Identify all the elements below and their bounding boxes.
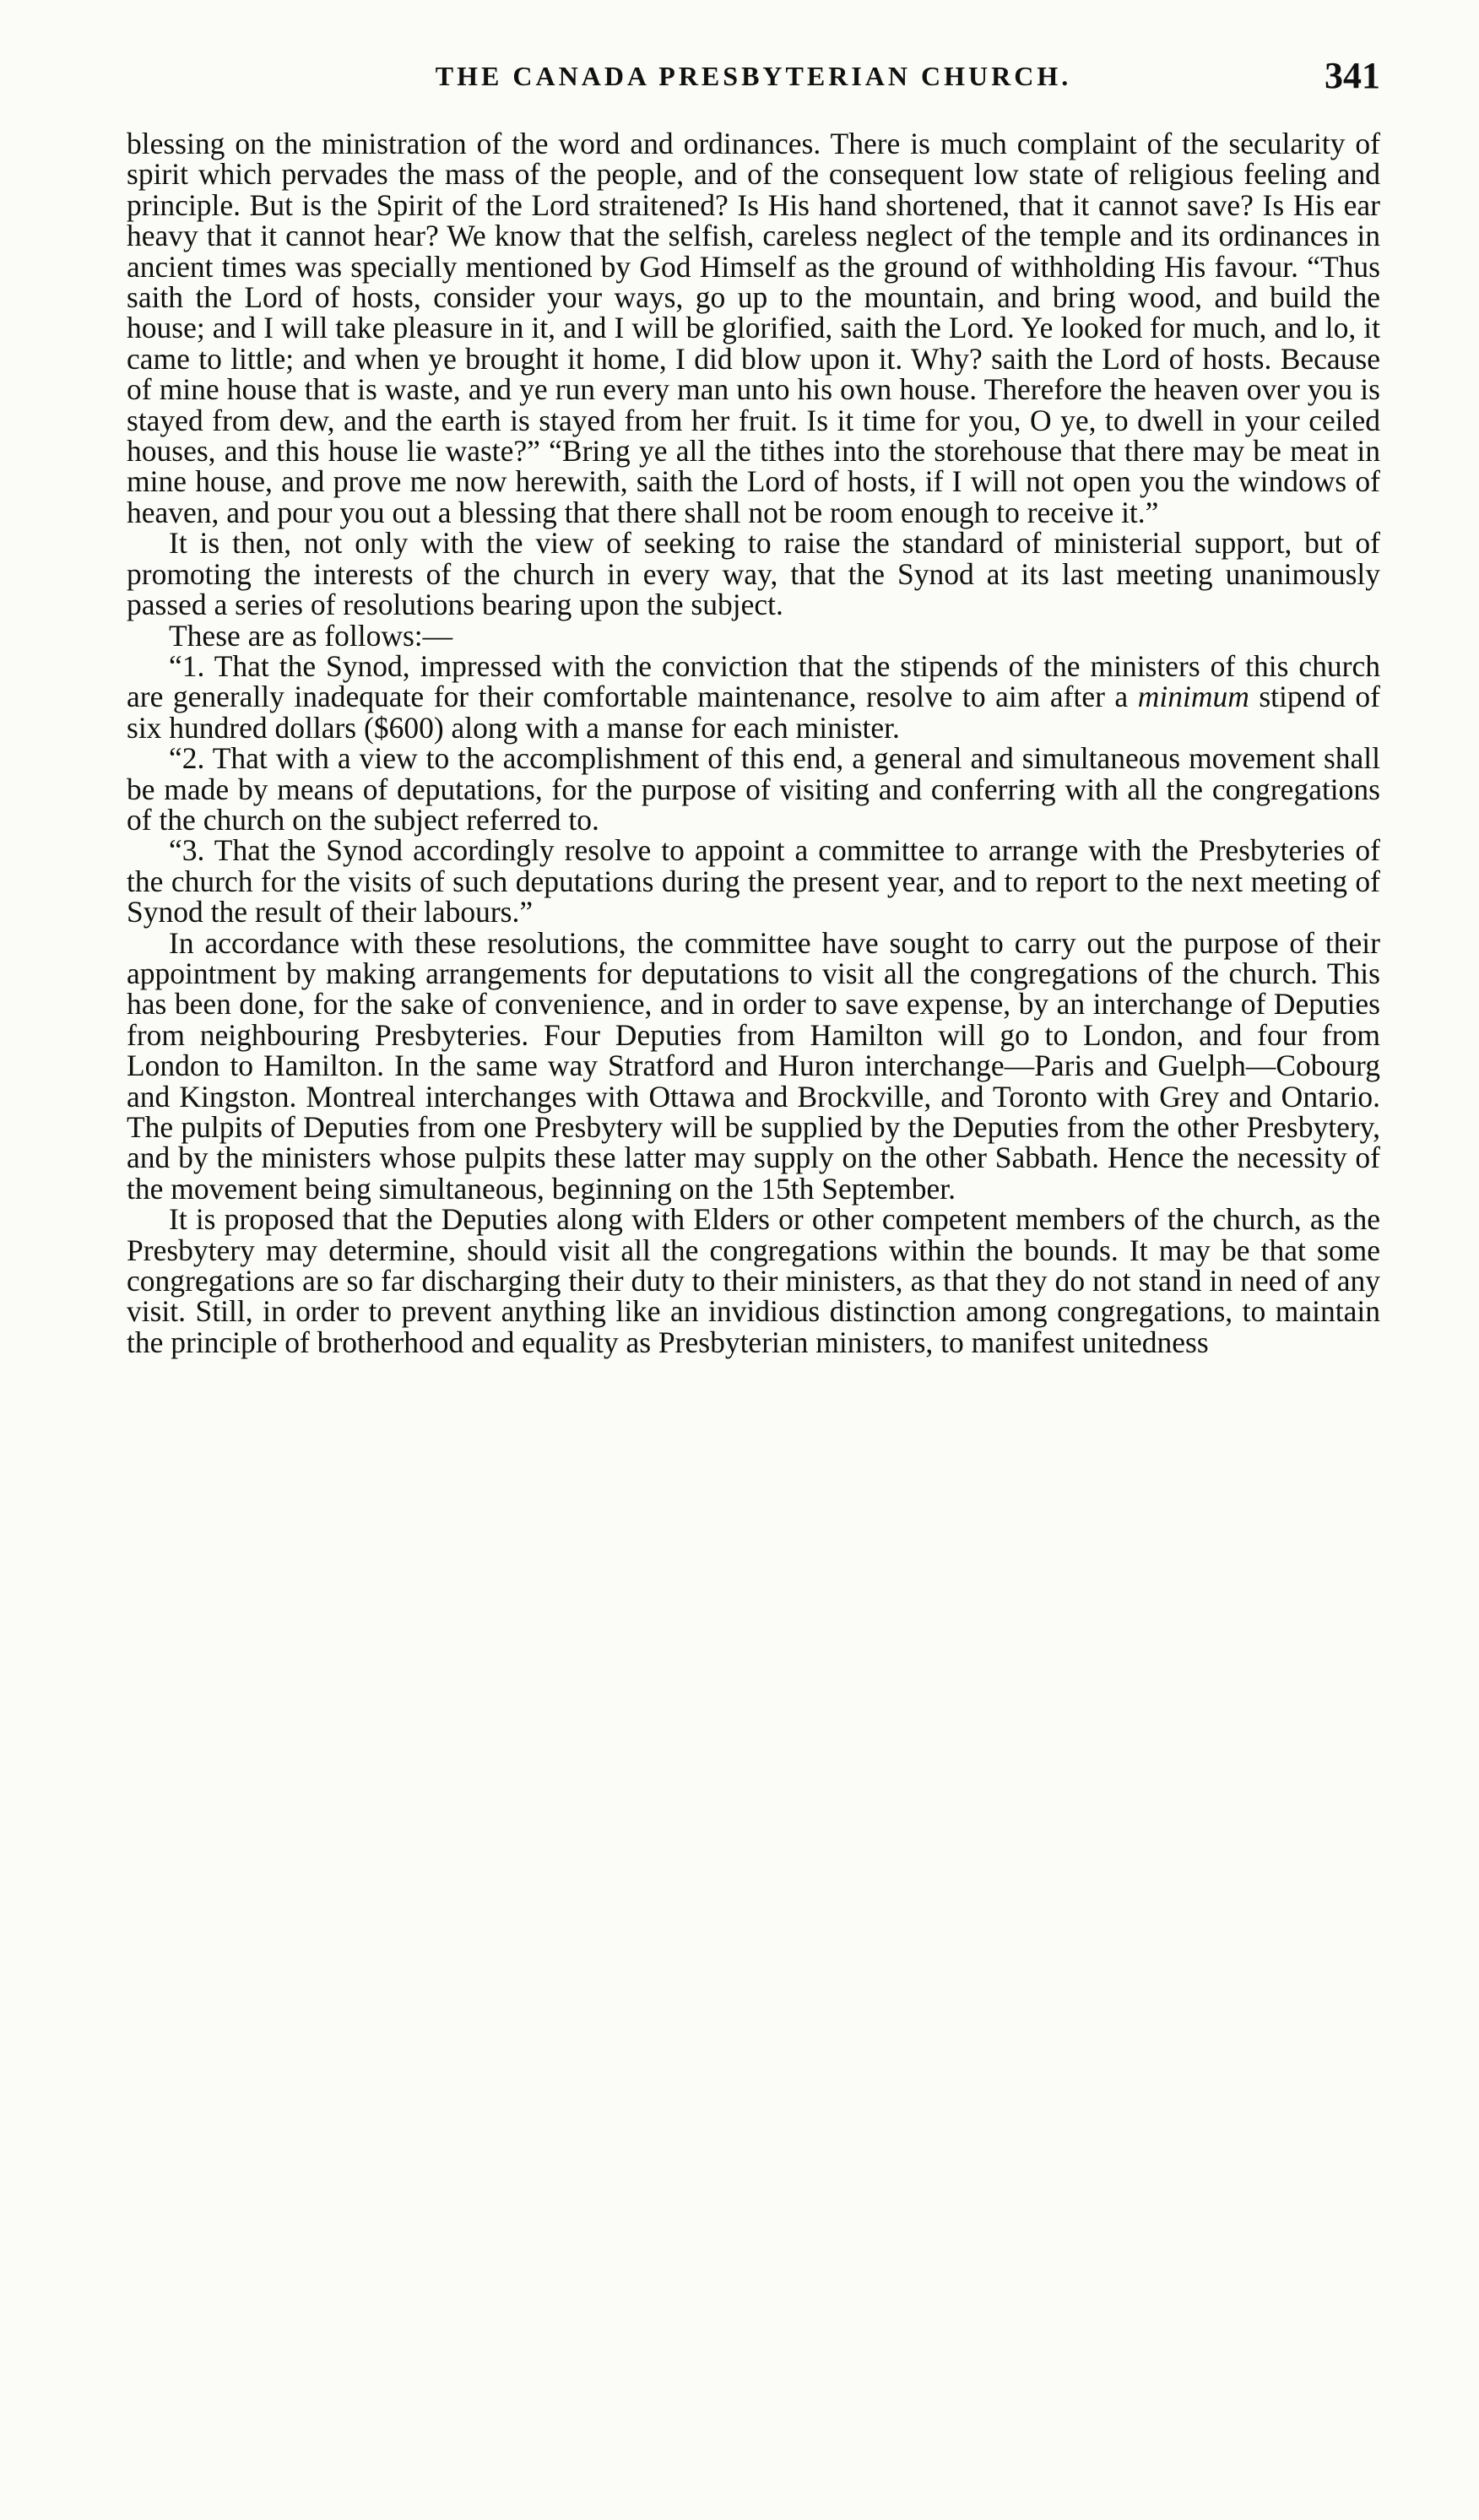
resolution-3: “3. That the Synod accordingly resolve to appoint a committee to arrange with the Presbyteries of the church for the visits of such deputations during the present year, and to report to the next meeting of Synod the result of their labours.” [127,833,1380,929]
document-page [127,52,1380,1358]
paragraph-deputations-arrangements: In accordance with these resolutions, the committee have sought to carry out the purpose of their appointment by making arrangements for deputations to visit all the congregations of the church. This has been done, for the sake of convenience, and in order to save expense, by an interchange of Deputies from neighbouring Presbyteries. Four Deputies from Hamilton will go to London, and four from London to Hamilton. In the same way Stratford and Huron interchange—Paris and Guelph—Cobourg and Kingston. Montreal interchanges with Ottawa and Brockville, and Toronto with Grey and Ontario. The pulpits of Deputies from one Presbytery will be supplied by the Deputies from the other Presbytery, and by the ministers whose pulpits these latter may supply on the other Sabbath. Hence the necessity of the movement being simultaneous, beginning on the 15th September. [127,925,1380,1206]
running-title: THE CANADA PRESBYTERIAN CHURCH. [435,61,1072,91]
resolution-1-tail: stipend of six hundred dollars ($600) along with a manse for each minister. [127,680,1380,745]
page-number: 341 [1325,55,1380,96]
paragraph-synod-purpose: It is then, not only with the view of seeking to raise the standard of ministerial support, but of promoting the interests of the church in every way, that the Synod at its last meeting unanimously passed a series of resolutions bearing upon the subject. [127,526,1380,622]
page-header [127,52,1380,103]
resolution-2: “2. That with a view to the accomplishment of this end, a general and simultaneous movement shall be made by means of deputations, for the purpose of visiting and conferring with all the congregations of the church on the subject referred to. [127,741,1380,837]
paragraph-continuation: blessing on the ministration of the word and ordinances. There is much complaint of the secularity of spirit which pervades the mass of the people, and of the consequent low state of religious feeling and principle. But is the Spirit of the Lord straitened? Is His hand shortened, that it cannot save? Is His ear heavy that it cannot hear? We know that the selfish, careless neglect of the temple and its ordinances in ancient times was specially mentioned by God Himself as the ground of withholding His favour. “Thus saith the Lord of hosts, consider your ways, go up to the mountain, and bring wood, and build the house; and I will take pleasure in it, and I will be glorified, saith the Lord. Ye looked for much, and lo, it came to little; and when ye brought it home, I did blow upon it. Why? saith the Lord of hosts. Because of mine house that is waste, and ye run every man unto his own house. Therefore the heaven over you is stayed from dew, and the earth is stayed from her fruit. Is it time for you, O ye, to dwell in your ceiled houses, and this house lie waste?” “Bring ye all the tithes into the storehouse that there may be meat in mine house, and prove me now herewith, saith the Lord of hosts, if I will not open you the windows of heaven, and pour you out a blessing that there shall not be room enough to receive it.” [127,127,1380,529]
body-text [127,128,1380,1358]
resolution-1 [127,648,1380,745]
paragraph-these-are-as-follows: These are as follows:— [169,618,453,653]
resolution-1-lead: “1. That the Synod, impressed with the conviction that the stipends of the ministers of this church are generally inadequate for their comfortable maintenance, resolve to aim after a [127,648,1380,714]
resolution-1-italic: minimum [1137,680,1249,714]
paragraph-deputies-proposal: It is proposed that the Deputies along with Elders or other competent members of the church, as the Presbytery may determine, should visit all the congregations within the bounds. It may be that some congregations are so far discharging their duty to their ministers, as that they do not stand in need of any visit. Still, in order to prevent anything like an invidious distinction among congregations, to maintain the principle of brotherhood and equality as Presbyterian ministers, to manifest unitedness [127,1202,1380,1359]
